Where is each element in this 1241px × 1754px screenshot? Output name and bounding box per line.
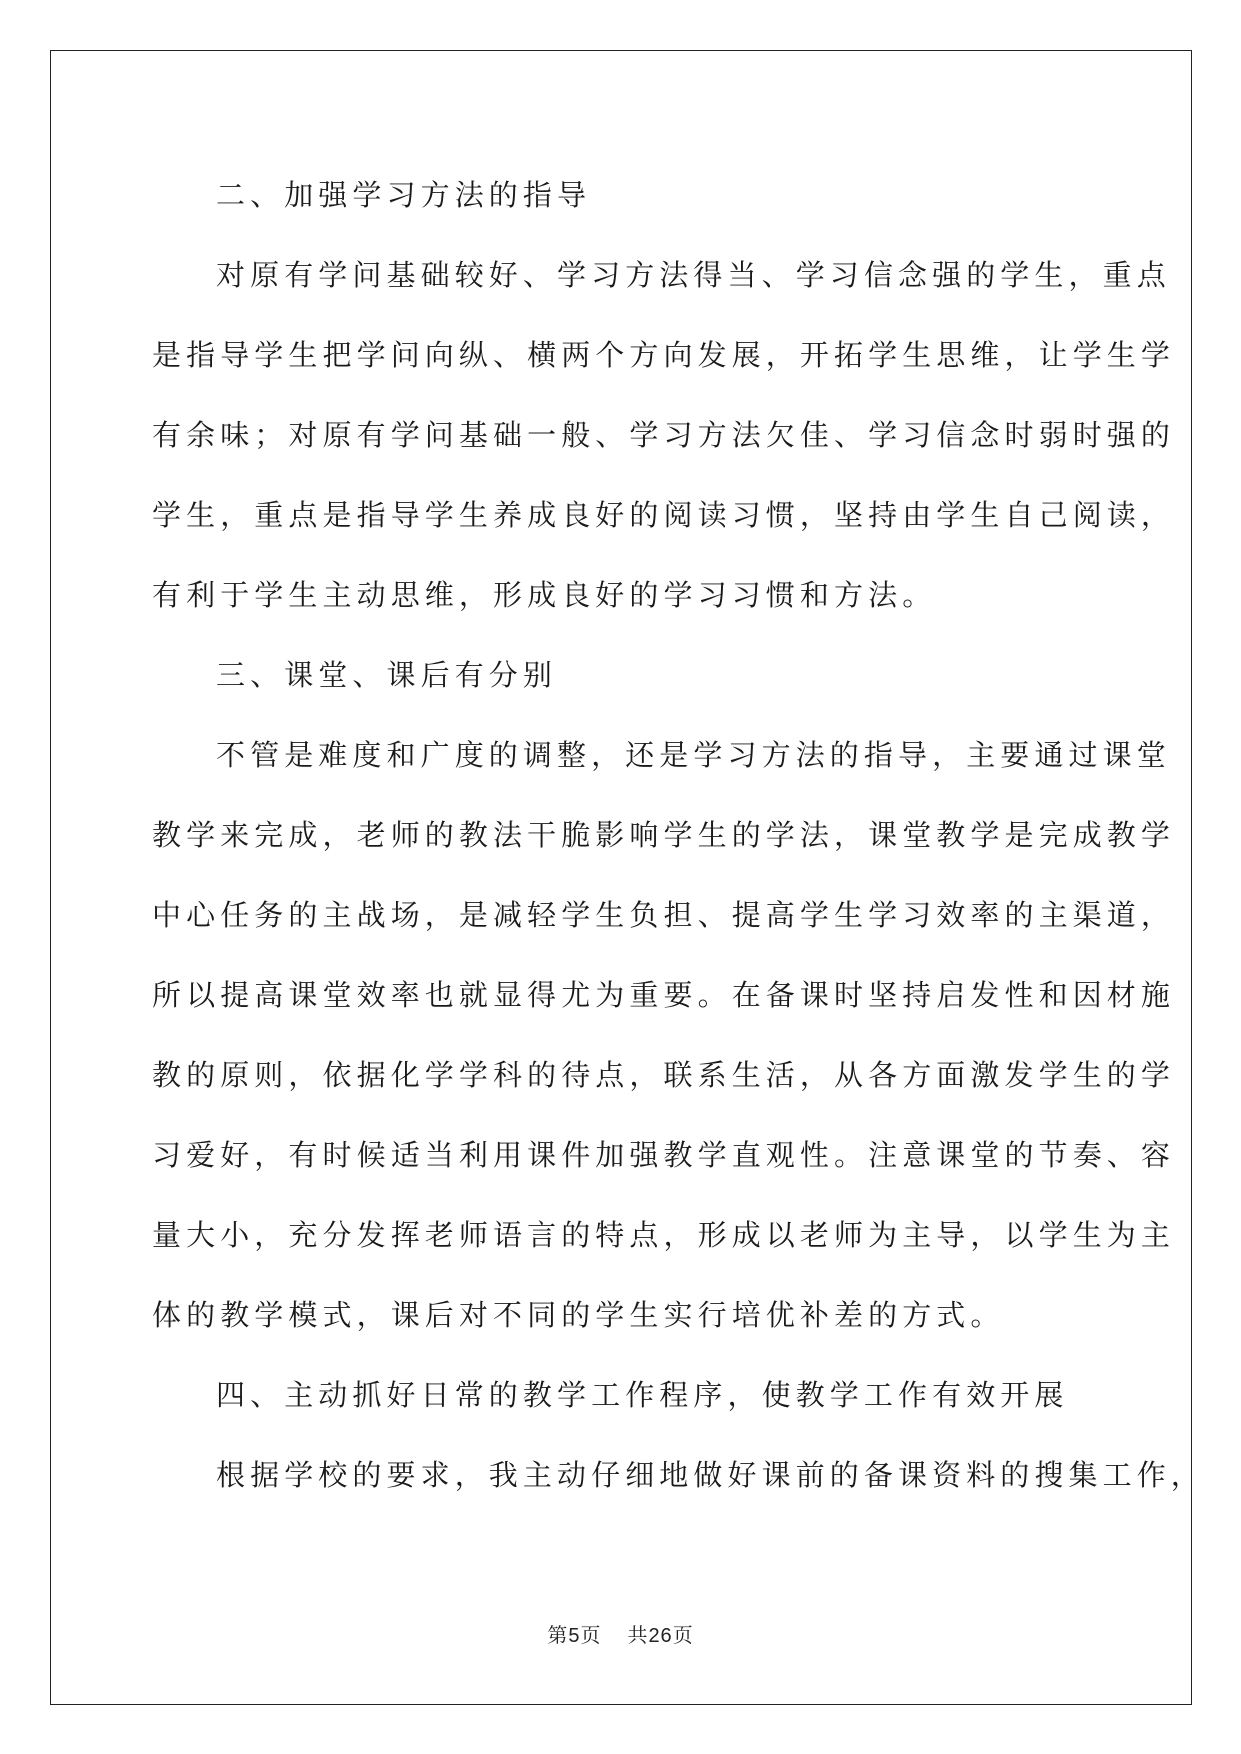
- page-footer: [0, 1619, 1241, 1648]
- body-paragraph: [152, 1435, 1205, 1515]
- total-unit: 页: [672, 1623, 694, 1647]
- page-current: 5: [568, 1625, 581, 1647]
- paragraph-line: 有余味；对原有学问基础一般、学习方法欠佳、学习信念时弱时强的: [152, 418, 1176, 452]
- paragraph-line: 根据学校的要求，我主动仔细地做好课前的备课资料的搜集工作，: [216, 1458, 1205, 1492]
- heading-text: 四、主动抓好日常的教学工作程序，使教学工作有效开展: [216, 1378, 1069, 1412]
- body-paragraph: [152, 235, 1176, 635]
- total-prefix: 共: [627, 1623, 649, 1647]
- paragraph-line: 不管是难度和广度的调整，还是学习方法的指导，主要通过课堂: [216, 738, 1171, 772]
- paragraph-line: 教学来完成，老师的教法干脆影响学生的学法，课堂教学是完成教学: [152, 818, 1176, 852]
- body-paragraph: [152, 715, 1176, 1355]
- paragraph-line: 量大小，充分发挥老师语言的特点，形成以老师为主导，以学生为主: [152, 1218, 1176, 1252]
- section-heading: [152, 635, 1087, 715]
- page-total: 26: [648, 1625, 673, 1647]
- section-heading: [152, 1355, 1087, 1435]
- paragraph-line: 有利于学生主动思维，形成良好的学习习惯和方法。: [152, 578, 937, 612]
- page-unit: 页: [580, 1623, 602, 1647]
- paragraph-line: 学生，重点是指导学生养成良好的阅读习惯，坚持由学生自己阅读，: [152, 498, 1176, 532]
- heading-text: 二、加强学习方法的指导: [216, 178, 592, 212]
- document-body: [152, 155, 1205, 1515]
- paragraph-line: 体的教学模式，课后对不同的学生实行培优补差的方式。: [152, 1298, 1005, 1332]
- paragraph-line: 中心任务的主战场，是减轻学生负担、提高学生学习效率的主渠道，: [152, 898, 1176, 932]
- paragraph-line: 对原有学问基础较好、学习方法得当、学习信念强的学生，重点: [216, 258, 1171, 292]
- section-heading: [152, 155, 1087, 235]
- paragraph-line: 教的原则，依据化学学科的待点，联系生活，从各方面激发学生的学: [152, 1058, 1176, 1092]
- paragraph-line: 是指导学生把学问向纵、横两个方向发展，开拓学生思维，让学生学: [152, 338, 1176, 372]
- paragraph-line: 习爱好，有时候适当利用课件加强教学直观性。注意课堂的节奏、容: [152, 1138, 1176, 1172]
- heading-text: 三、课堂、课后有分别: [216, 658, 558, 692]
- page-prefix: 第: [547, 1623, 569, 1647]
- paragraph-line: 所以提高课堂效率也就显得尤为重要。在备课时坚持启发性和因材施: [152, 978, 1176, 1012]
